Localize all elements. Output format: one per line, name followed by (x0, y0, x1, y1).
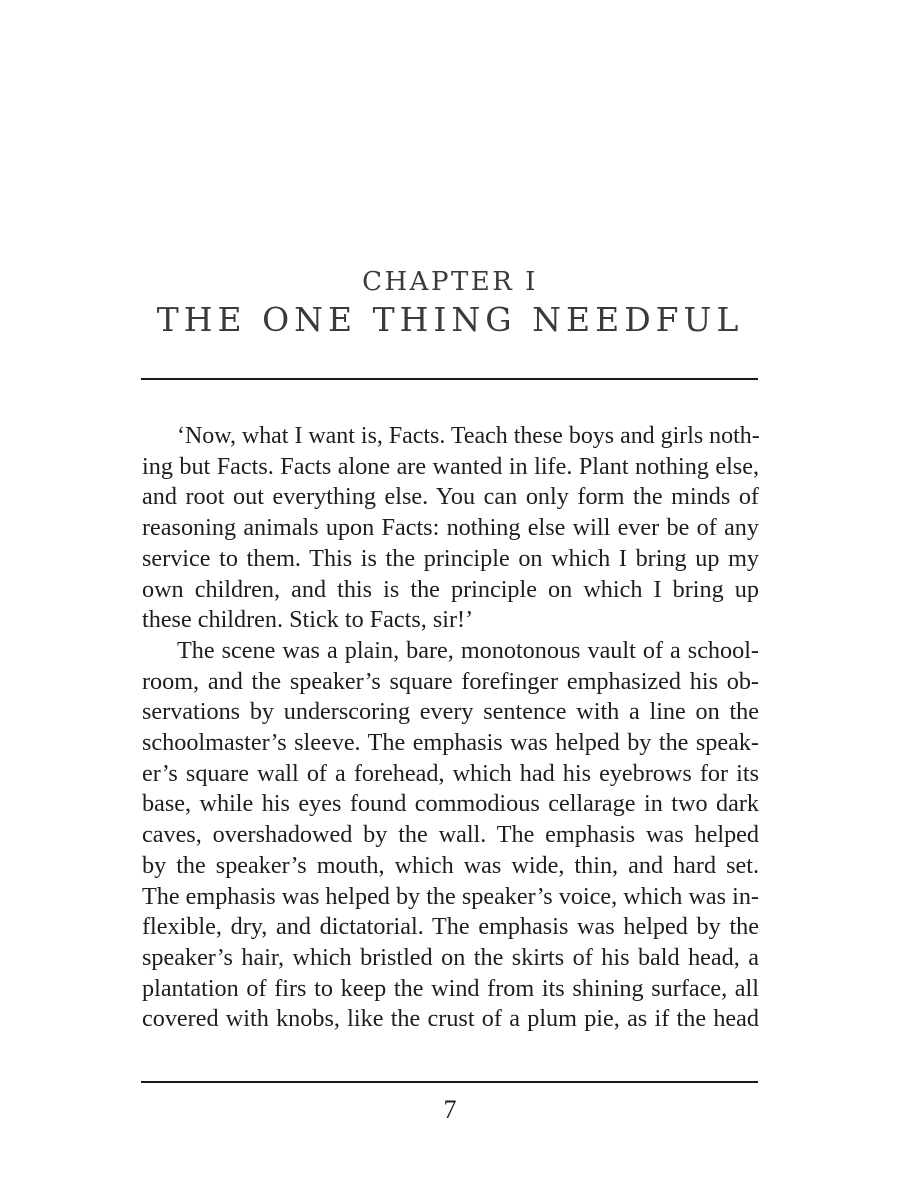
paragraph-2 (142, 636, 759, 1035)
body-text (142, 421, 759, 1035)
text-line: flexible, dry, and dictatorial. The emphasis was helped by the (142, 913, 759, 941)
text-line: plantation of firs to keep the wind from its shining surface, all (142, 974, 759, 1002)
header-rule (141, 378, 758, 380)
text-line: caves, overshadowed by the wall. The emphasis was helped (142, 821, 759, 849)
text-line: base, while his eyes found commodious cellarage in two dark (142, 790, 759, 818)
text-line: and root out everything else. You can only form the minds of (142, 483, 759, 511)
text-line: speaker’s hair, which bristled on the skirts of his bald head, a (142, 943, 759, 971)
text-line: ‘Now, what I want is, Facts. Teach these boys and girls noth- (177, 423, 760, 449)
chapter-title: THE ONE THING NEEDFUL (156, 300, 744, 339)
text-line: these children. Stick to Facts, sir!’ (142, 606, 474, 634)
text-line: schoolmaster’s sleeve. The emphasis was helped by the speak- (142, 729, 759, 757)
text-line: servations by underscoring every sentence with a line on the (142, 698, 759, 726)
paragraph-1 (142, 421, 759, 636)
text-line: room, and the speaker’s square forefinger emphasized his ob- (142, 667, 759, 695)
text-line: by the speaker’s mouth, which was wide, thin, and hard set. (142, 851, 759, 879)
text-line: er’s square wall of a forehead, which had his eyebrows for its (142, 759, 759, 787)
text-line: ing but Facts. Facts alone are wanted in life. Plant nothing else, (142, 452, 759, 480)
text-line: The scene was a plain, bare, monotonous vault of a school- (177, 636, 759, 664)
text-line: reasoning animals upon Facts: nothing else will ever be of any (142, 514, 759, 542)
page-number: 7 (443, 1095, 457, 1124)
text-line: The emphasis was helped by the speaker’s voice, which was in- (142, 882, 759, 910)
footer-rule (141, 1081, 758, 1083)
text-line: own children, and this is the principle on which I bring up (142, 575, 759, 603)
text-line: covered with knobs, like the crust of a plum pie, as if the head (142, 1005, 759, 1033)
text-line: service to them. This is the principle on which I bring up my (142, 544, 759, 572)
chapter-number: CHAPTER I (362, 267, 538, 297)
